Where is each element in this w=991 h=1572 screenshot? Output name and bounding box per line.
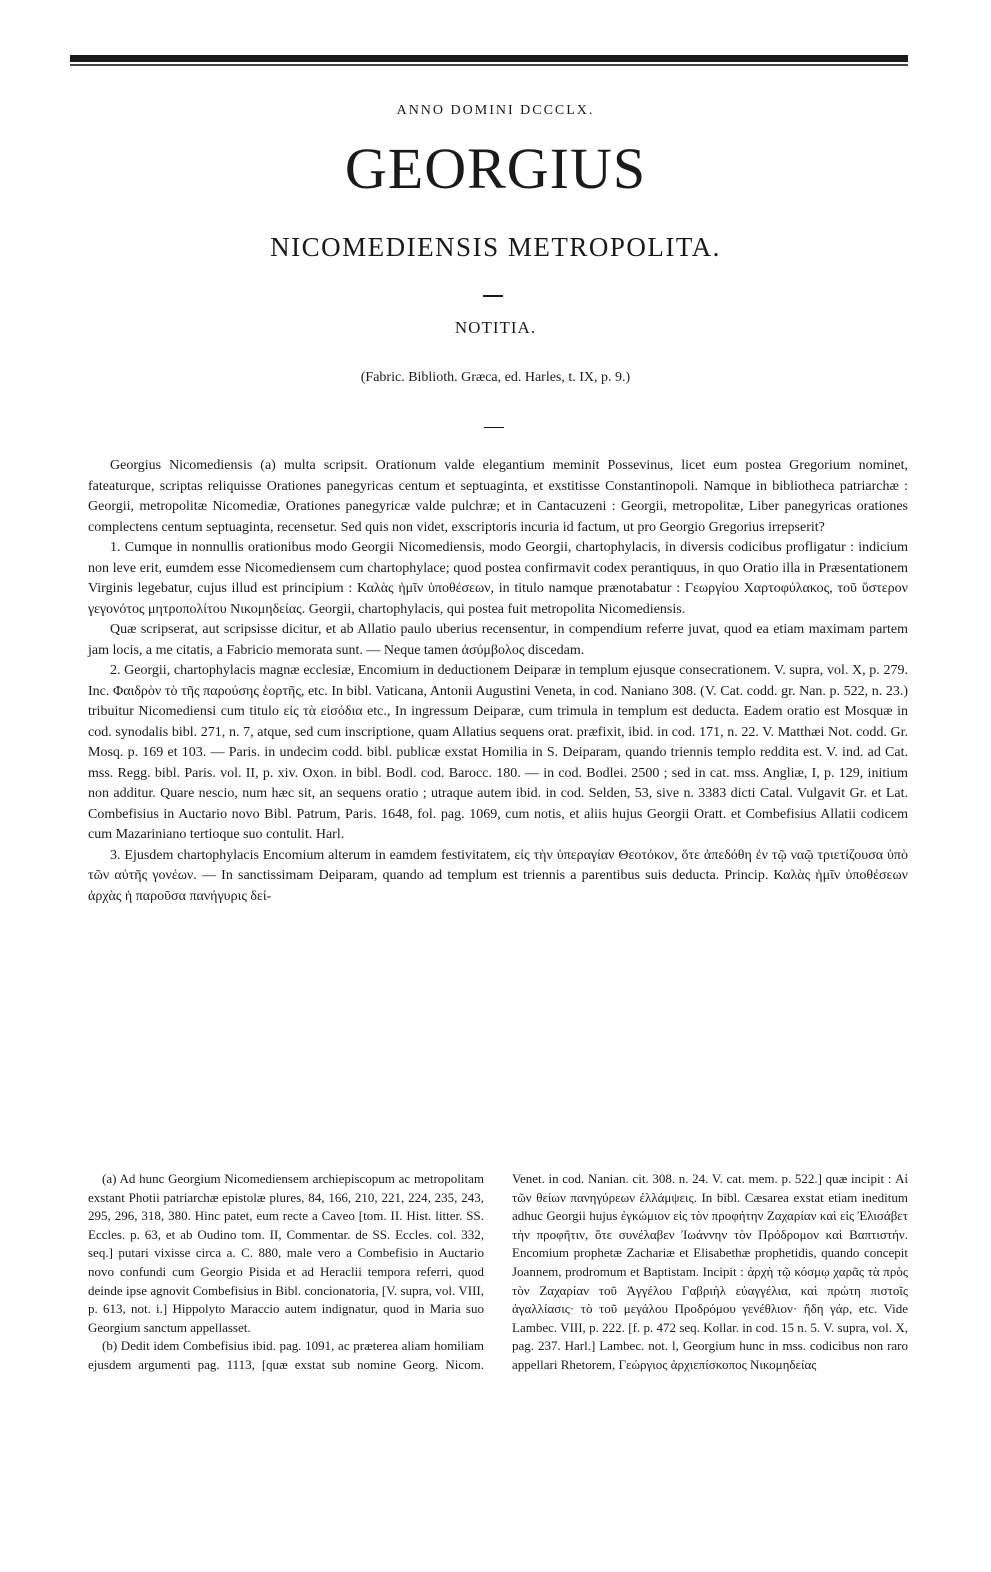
source-citation: (Fabric. Biblioth. Græca, ed. Harles, t. IX, p. 9.) [360,370,631,385]
body-paragraph: Quæ scripserat, aut scripsisse dicitur, et ab Allatio paulo uberius recensentur, in compendium referre juvat, quod ea etiam maximam partem jam locis, a me citatis, a Fabricio memorata sunt. — Neque tamen ἀσύμβολος discedam. [88,622,908,658]
body-paragraph: 2. Georgii, chartophylacis magnæ ecclesiæ, Encomium in deductionem Deiparæ in templum ejusque consecrationem. V. supra, vol. X, p. 279. Inc. Φαιδρὸν τὸ τῆς παρούσης ἑορτῆς, etc. In bibl. Vaticana, Antonii Augustini Veneta, in cod. Naniano 308. (V. Cat. codd. gr. Nan. p. 522, n. 23.) tribuitur Nicomediensi cum titulo εἰς τὰ εἰσόδια etc., In ingressum Deiparæ, cum trimula in templum est deducta. Eadem oratio est Mosquæ in cod. synodalis bibl. 271, n. 7, atque, sed cum inscriptione, quam Allatius sequens orat. præfixit, ibid. in cod. 171, n. 22. V. Matthæi Not. codd. Gr. Mosq. p. 169 et 103. — Paris. in undecim codd. bibl. publicæ exstat Homilia in S. Deiparam, quando triennis templo reddita est. V. ind. ad Cat. mss. Regg. bibl. Paris. vol. II, p. xiv. Oxon. in bibl. Bodl. cod. Barocc. 180. — in cod. Bodlei. 2500 ; sed in cat. mss. Angliæ, I, p. 129, initium non additur. Quare nescio, num hæc sit, an sequens oratio ; utraque autem ibid. in cod. Selden, 53, sive n. 3383 dicti Catal. Vulgavit Gr. et Lat. Combefisius in Auctario novo Bibl. Patrum, Paris. 1648, fol. pag. 1069, cum notis, et aliis hujus Georgii Oratt. et Combefisius Allatii codicem cum Mazariniano tertioque suo contulit. Harl. [88,663,908,842]
body-paragraph: Georgius Nicomediensis (a) multa scripsit. Orationum valde elegantium meminit Possevinus, licet eum postea Gregorium nominet, fateaturque, scriptas reliquisse Orationes panegyricas centum et septuaginta, et exstitisse Constantinopoli. Namque in bibliotheca patriarchæ : Georgii, metropolitæ Nicomediæ, Orationes panegyricæ valde pulchræ; et in Cantacuzeni : Georgii, metropolitæ, Liber panegyricas orationes complectens centum septuaginta, recensetur. Sed quis non videt, exscriptoris incuria id factum, ut pro Georgio Gregorius irrepserit? [88,458,908,535]
running-head: ANNO DOMINI DCCCLX. [396,103,595,118]
body-paragraph: 1. Cumque in nonnullis orationibus modo Georgii Nicomediensis, modo Georgii, chartophylacis, in diversis codicibus profligatur : indicium non leve erit, eumdem esse Nicomediensem cum chartophylace; quod postea confirmavit codex perantiquus, in quo Oratio illa in Præsentationem Virginis legebatur, cujus illud est principium : Καλὰς ἡμῖν ὑποθέσεων, in titulo namque prænotabatur : Γεωργίου Χαρτοφύλακος, τοῦ ὕστερον γεγονότος μητροπολίτου Νικομηδείας. Georgii, chartophylacis, qui postea fuit metropolita Nicomediensis. [88,540,908,617]
page-subtitle: NICOMEDIENSIS METROPOLITA. [270,232,721,262]
footnote: (a) Ad hunc Georgium Nicomediensem archiepiscopum ac metropolitam exstant Photii patriarchæ epistolæ plures, 84, 166, 210, 221, 224, 235, 243, 295, 296, 318, 380. Hinc patet, eum recte a Caveo [tom. II. Hist. litter. SS. Eccles. p. 63, et ab Oudino tom. II, Commentar. de SS. Eccles. col. 332, seq.] putari vixisse circa a. C. 880, male vero a Combefisio in Auctario novo confundi cum Georgio Pisida et ad Heraclii tempora referri, quod deinde ipse agnovit Combefisius in Bibl. concionatoria, [V. supra, vol. VIII, p. 613, not. i.] Hippolyto Maraccio autem indignatur, quod in Maria suo Georgium sanctum appellasset. [88,1171,484,1335]
separator-dash [484,427,504,428]
page-title: GEORGIUS [344,136,647,201]
body-paragraph: 3. Ejusdem chartophylacis Encomium alterum in eamdem festivitatem, εἰς τὴν ὑπεραγίαν Θεοτόκον, ὅτε ἀπεδόθη ἐν τῷ ναῷ τριετίζουσα ὑπὸ τῶν αὐτῆς γονέων. — In sanctissimam Deiparam, quando ad templum est triennis a parentibus suis deducta. Princip. Καλὰς ἡμῖν ὑποθέσεων ἀρχὰς ἡ παροῦσα πανήγυρις δεί- [88,847,908,904]
section-heading: NOTITIA. [454,318,537,337]
main-text [88,456,908,907]
top-rule-thin [70,64,908,66]
footnotes [88,1170,908,1375]
separator-dash [483,295,503,297]
top-rule [70,55,908,62]
footnote-rule [88,1163,908,1164]
footnote: (b) Dedit idem Combefisius ibid. pag. 1091, ac præterea aliam homiliam ejusdem argumenti pag. 1113, [quæ exstat sub nomine Georg. Nicom. Venet. in cod. Nanian. cit. 308. n. 24. V. cat. mem. p. 522.] quæ incipit : Αἱ τῶν θείων πανηγύρεων ἐλλάμψεις. In bibl. Cæsarea exstat etiam ineditum adhuc Georgii hujus ἐγκώμιον εἰς τὸν προφήτην Ζαχαρίαν καὶ εἰς Ἐλισάβετ τὴν προφῆτιν, ὅτε συνέλαβεν Ἰωάννην τὸν Πρόδρομον καὶ Βαπτιστήν. Encomium prophetæ Zachariæ et Elisabethæ prophetidis, quando concepit Joannem, prodromum et Baptistam. Incipit : ἀρχὴ τῷ κόσμῳ χαρᾶς τὰ πρὸς τὸν Ζαχαρίαν τοῦ Ἀγγέλου Γαβριὴλ εὐαγγέλια, καὶ πρώτη πιστοῖς ἀγαλλίασις· τὸ τοῦ μεγάλου Προδρόμου γενέθλιον· ἤδη γάρ, etc. Vide Lambec. VIII, p. 222. [f. p. 472 seq. Kollar. in cod. 15 n. 5. V. supra, vol. X, pag. 237. Harl.] Lambec. not. l, Georgium hunc in mss. codicibus non raro appellari Rhetorem, Γεώργιος ἀρχιεπίσκοπος Νικομηδείας [88,1171,908,1372]
